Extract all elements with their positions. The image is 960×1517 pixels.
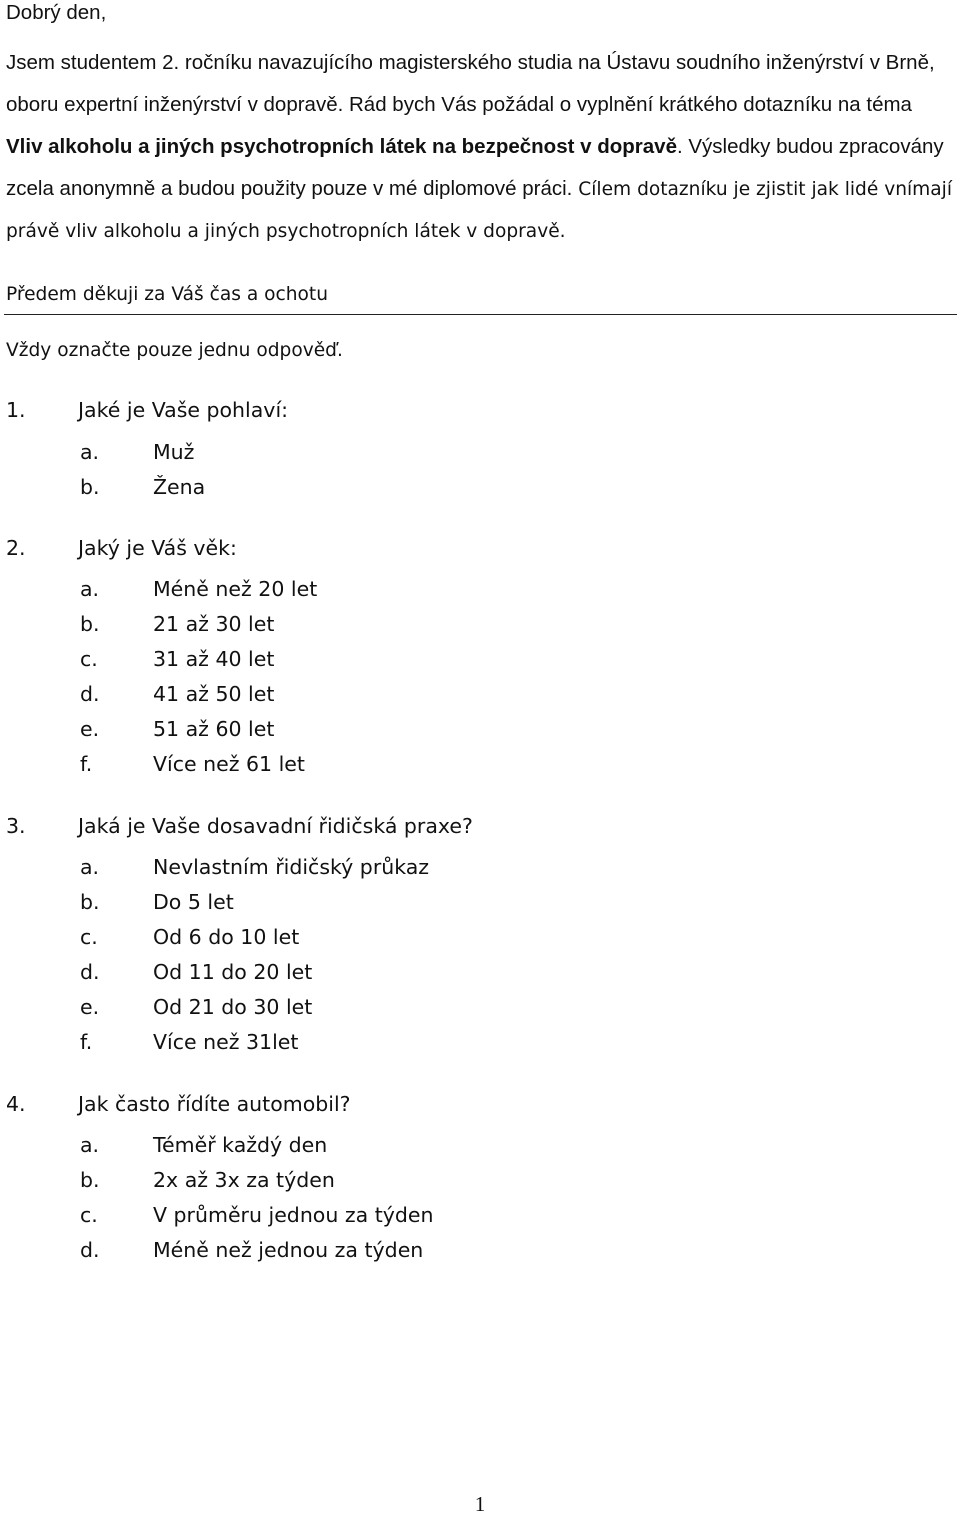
instruction-text: Vždy označte pouze jednu odpověď.: [6, 340, 343, 361]
option-1b: [80, 473, 205, 501]
question-1: [6, 396, 288, 424]
option-letter: b.: [80, 475, 100, 499]
option-4c: [80, 1201, 433, 1229]
option-text: Do 5 let: [153, 890, 234, 914]
option-3e: [80, 993, 312, 1021]
question-number: 2.: [6, 536, 26, 560]
page-number: 1: [474, 1492, 486, 1516]
intro-line-5: právě vliv alkoholu a jiných psychotropních látek v dopravě.: [6, 221, 566, 242]
option-text: Žena: [153, 475, 206, 499]
option-text: Méně než 20 let: [153, 577, 318, 601]
option-3d: [80, 958, 312, 986]
survey-topic: Vliv alkoholu a jiných psychotropních látek na bezpečnost v dopravě: [6, 135, 677, 158]
divider: [4, 314, 957, 315]
option-2d: [80, 680, 274, 708]
option-text: 21 až 30 let: [153, 612, 275, 636]
intro-line-2: oboru expertní inženýrství v dopravě. Rád bych Vás požádal o vyplnění krátkého dotazníku na téma: [6, 93, 912, 116]
thanks-text: Předem děkuji za Váš čas a ochotu: [6, 284, 328, 305]
option-letter: f.: [80, 1030, 93, 1054]
option-2b: [80, 610, 274, 638]
intro-line-4: [6, 176, 952, 203]
option-letter: b.: [80, 1168, 100, 1192]
option-2a: [80, 575, 317, 603]
option-4d: [80, 1236, 423, 1264]
option-text: Téměř každý den: [153, 1133, 328, 1157]
option-4a: [80, 1131, 327, 1159]
option-letter: f.: [80, 752, 93, 776]
option-letter: e.: [80, 717, 100, 741]
option-letter: d.: [80, 1238, 100, 1262]
option-text: Od 6 do 10 let: [153, 925, 300, 949]
option-text: Méně než jednou za týden: [153, 1238, 424, 1262]
option-letter: b.: [80, 890, 100, 914]
question-4: [6, 1090, 351, 1118]
option-letter: b.: [80, 612, 100, 636]
option-letter: a.: [80, 577, 100, 601]
option-letter: a.: [80, 855, 100, 879]
option-text: 2x až 3x za týden: [153, 1168, 335, 1192]
option-letter: c.: [80, 647, 98, 671]
option-letter: a.: [80, 1133, 100, 1157]
option-text: 41 až 50 let: [153, 682, 275, 706]
option-1a: [80, 438, 194, 466]
question-2: [6, 534, 237, 562]
option-letter: c.: [80, 925, 98, 949]
option-3c: [80, 923, 299, 951]
intro-line-4b: Cílem dotazníku je zjistit jak lidé vnímají: [572, 179, 952, 200]
greeting: Dobrý den,: [6, 1, 107, 24]
option-text: 31 až 40 let: [153, 647, 275, 671]
intro-line-3: [6, 134, 944, 160]
option-3a: [80, 853, 429, 881]
question-text: Jak často řídíte automobil?: [78, 1092, 351, 1116]
option-text: Od 11 do 20 let: [153, 960, 313, 984]
option-text: 51 až 60 let: [153, 717, 275, 741]
option-text: Více než 61 let: [153, 752, 305, 776]
intro-line-3-rest: . Výsledky budou zpracovány: [676, 135, 944, 158]
intro-line-1: Jsem studentem 2. ročníku navazujícího magisterského studia na Ústavu soudního inženýrství v Brně,: [6, 51, 935, 74]
question-number: 4.: [6, 1092, 26, 1116]
option-text: Muž: [153, 440, 195, 464]
option-letter: e.: [80, 995, 100, 1019]
question-text: Jaká je Vaše dosavadní řidičská praxe?: [78, 814, 473, 838]
question-3: [6, 812, 473, 840]
option-text: Nevlastním řidičský průkaz: [153, 855, 430, 879]
option-3f: [80, 1028, 298, 1056]
option-2f: [80, 750, 305, 778]
option-2c: [80, 645, 274, 673]
option-2e: [80, 715, 274, 743]
option-letter: d.: [80, 960, 100, 984]
option-4b: [80, 1166, 335, 1194]
intro-line-4a: zcela anonymně a budou použity pouze v mé diplomové práci.: [6, 177, 573, 200]
option-text: Od 21 do 30 let: [153, 995, 313, 1019]
question-text: Jaké je Vaše pohlaví:: [78, 398, 289, 422]
option-letter: c.: [80, 1203, 98, 1227]
option-letter: d.: [80, 682, 100, 706]
question-number: 3.: [6, 814, 26, 838]
question-number: 1.: [6, 398, 26, 422]
question-text: Jaký je Váš věk:: [78, 536, 237, 560]
option-letter: a.: [80, 440, 100, 464]
option-3b: [80, 888, 234, 916]
option-text: V průměru jednou za týden: [153, 1203, 434, 1227]
option-text: Více než 31let: [153, 1030, 299, 1054]
